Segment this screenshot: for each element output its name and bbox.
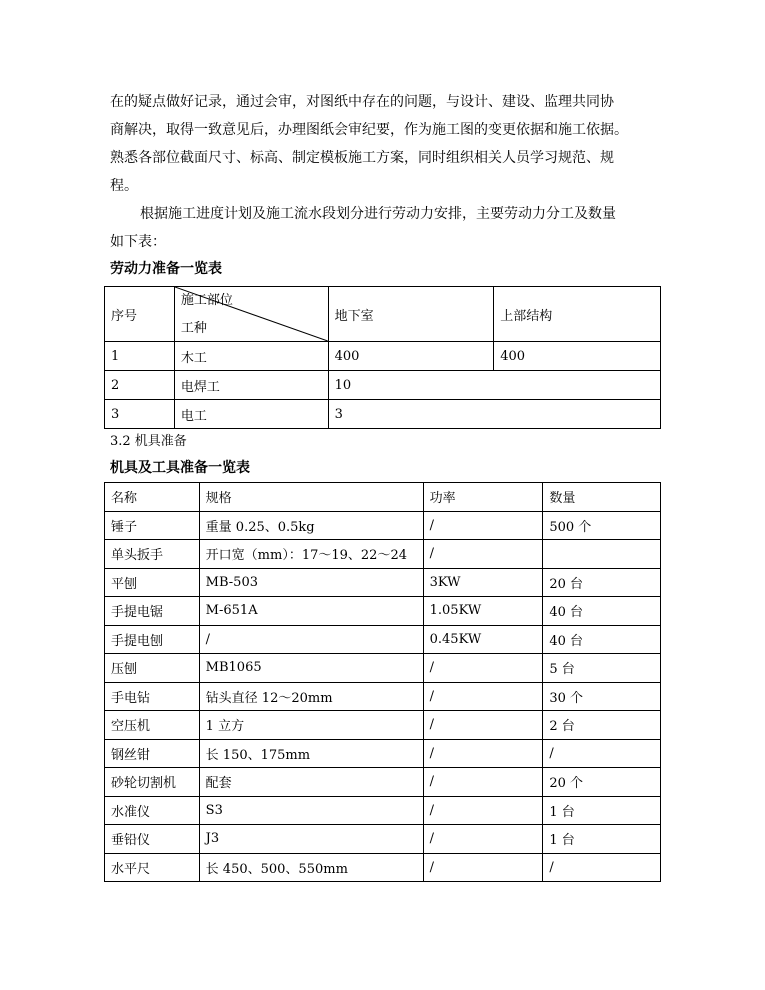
tool-header-power: 功率 bbox=[423, 483, 543, 512]
tool-name: 手提电刨 bbox=[105, 625, 200, 654]
tool-header-qty: 数量 bbox=[543, 483, 661, 512]
labor-header-row bbox=[105, 287, 661, 342]
table-row bbox=[105, 400, 661, 429]
intro-line: 熟悉各部位截面尺寸、标高、制定模板施工方案，同时组织相关人员学习规范、规 bbox=[110, 150, 614, 166]
table-row bbox=[105, 625, 661, 654]
intro-line: 商解决，取得一致意见后，办理图纸会审纪要，作为施工图的变更依据和施工依据。 bbox=[110, 122, 628, 138]
tool-name: 钢丝钳 bbox=[105, 739, 200, 768]
tool-qty: 20 台 bbox=[543, 568, 661, 597]
labor-line: 如下表： bbox=[110, 234, 166, 250]
intro-line: 程。 bbox=[110, 178, 138, 194]
tool-header-row bbox=[105, 483, 661, 512]
intro-line: 在的疑点做好记录，通过会审，对图纸中存在的问题，与设计、建设、监理共同协 bbox=[110, 94, 614, 110]
tool-table-title: 机具及工具准备一览表 bbox=[110, 460, 250, 476]
tool-spec: 长 150、175mm bbox=[199, 739, 423, 768]
table-row bbox=[105, 711, 661, 740]
tool-name: 水平尺 bbox=[105, 853, 200, 882]
tool-spec: 1 立方 bbox=[199, 711, 423, 740]
tool-power: / bbox=[423, 511, 543, 540]
tool-spec: M-651A bbox=[199, 597, 423, 626]
table-row bbox=[105, 853, 661, 882]
tool-spec: / bbox=[199, 625, 423, 654]
tool-power: / bbox=[423, 768, 543, 797]
labor-paragraph bbox=[110, 200, 660, 256]
labor-header-upper: 上部结构 bbox=[494, 287, 661, 342]
tool-name: 手电钻 bbox=[105, 682, 200, 711]
tool-power: / bbox=[423, 682, 543, 711]
labor-line: 根据施工进度计划及施工流水段划分进行劳动力安排，主要劳动力分工及数量 bbox=[140, 206, 616, 222]
labor-basement: 400 bbox=[328, 342, 494, 371]
tool-qty: 20 个 bbox=[543, 768, 661, 797]
tool-qty: 40 台 bbox=[543, 625, 661, 654]
labor-trade: 电工 bbox=[174, 400, 328, 429]
labor-table-title: 劳动力准备一览表 bbox=[110, 261, 222, 277]
table-row bbox=[105, 511, 661, 540]
labor-header-diagonal-cell bbox=[174, 287, 328, 342]
labor-header-trade: 工种 bbox=[180, 321, 207, 336]
tool-name: 水准仪 bbox=[105, 796, 200, 825]
tool-power: / bbox=[423, 711, 543, 740]
tool-spec: 开口宽（mm）：17～19、22～24 bbox=[199, 540, 423, 569]
tool-name: 砂轮切割机 bbox=[105, 768, 200, 797]
tool-qty: 1 台 bbox=[543, 825, 661, 854]
table-row bbox=[105, 540, 661, 569]
tool-name: 锤子 bbox=[105, 511, 200, 540]
labor-header-position: 施工部位 bbox=[180, 293, 233, 308]
tool-qty: 5 台 bbox=[543, 654, 661, 683]
labor-header-seq: 序号 bbox=[105, 287, 175, 342]
tool-qty: / bbox=[543, 739, 661, 768]
tool-qty: 500 个 bbox=[543, 511, 661, 540]
labor-seq: 2 bbox=[105, 371, 175, 400]
tool-power: 3KW bbox=[423, 568, 543, 597]
tool-spec: MB-503 bbox=[199, 568, 423, 597]
tool-header-name: 名称 bbox=[105, 483, 200, 512]
tool-spec: S3 bbox=[199, 796, 423, 825]
tool-spec: MB1065 bbox=[199, 654, 423, 683]
tool-power: / bbox=[423, 739, 543, 768]
tool-spec: 长 450、500、550mm bbox=[199, 853, 423, 882]
tool-spec: J3 bbox=[199, 825, 423, 854]
table-row bbox=[105, 796, 661, 825]
tool-name: 垂铅仪 bbox=[105, 825, 200, 854]
tool-power: / bbox=[423, 825, 543, 854]
section-3-2-heading: 3.2 机具准备 bbox=[110, 434, 187, 449]
labor-count: 3 bbox=[328, 400, 660, 429]
tool-name: 单头扳手 bbox=[105, 540, 200, 569]
tool-name: 手提电锯 bbox=[105, 597, 200, 626]
tool-qty: 1 台 bbox=[543, 796, 661, 825]
tool-power: / bbox=[423, 654, 543, 683]
tool-name: 压刨 bbox=[105, 654, 200, 683]
labor-upper: 400 bbox=[494, 342, 661, 371]
tool-power: 1.05KW bbox=[423, 597, 543, 626]
tool-spec: 配套 bbox=[199, 768, 423, 797]
tool-qty: 30 个 bbox=[543, 682, 661, 711]
tool-spec: 钻头直径 12～20mm bbox=[199, 682, 423, 711]
table-row bbox=[105, 768, 661, 797]
labor-seq: 3 bbox=[105, 400, 175, 429]
tool-table bbox=[104, 482, 661, 882]
table-row bbox=[105, 825, 661, 854]
tool-qty: 40 台 bbox=[543, 597, 661, 626]
labor-count: 10 bbox=[328, 371, 660, 400]
table-row bbox=[105, 371, 661, 400]
tool-power: / bbox=[423, 853, 543, 882]
labor-table bbox=[104, 286, 661, 429]
intro-paragraph bbox=[110, 88, 660, 200]
tool-power: / bbox=[423, 540, 543, 569]
tool-name: 空压机 bbox=[105, 711, 200, 740]
labor-header-basement: 地下室 bbox=[328, 287, 494, 342]
table-row bbox=[105, 568, 661, 597]
labor-trade: 木工 bbox=[174, 342, 328, 371]
tool-qty: 2 台 bbox=[543, 711, 661, 740]
tool-header-spec: 规格 bbox=[199, 483, 423, 512]
table-row bbox=[105, 654, 661, 683]
tool-power: / bbox=[423, 796, 543, 825]
table-row bbox=[105, 739, 661, 768]
table-row bbox=[105, 597, 661, 626]
labor-seq: 1 bbox=[105, 342, 175, 371]
tool-qty: / bbox=[543, 853, 661, 882]
table-row bbox=[105, 342, 661, 371]
tool-name: 平刨 bbox=[105, 568, 200, 597]
labor-trade: 电焊工 bbox=[174, 371, 328, 400]
tool-qty bbox=[543, 540, 661, 569]
tool-spec: 重量 0.25、0.5kg bbox=[199, 511, 423, 540]
table-row bbox=[105, 682, 661, 711]
tool-power: 0.45KW bbox=[423, 625, 543, 654]
